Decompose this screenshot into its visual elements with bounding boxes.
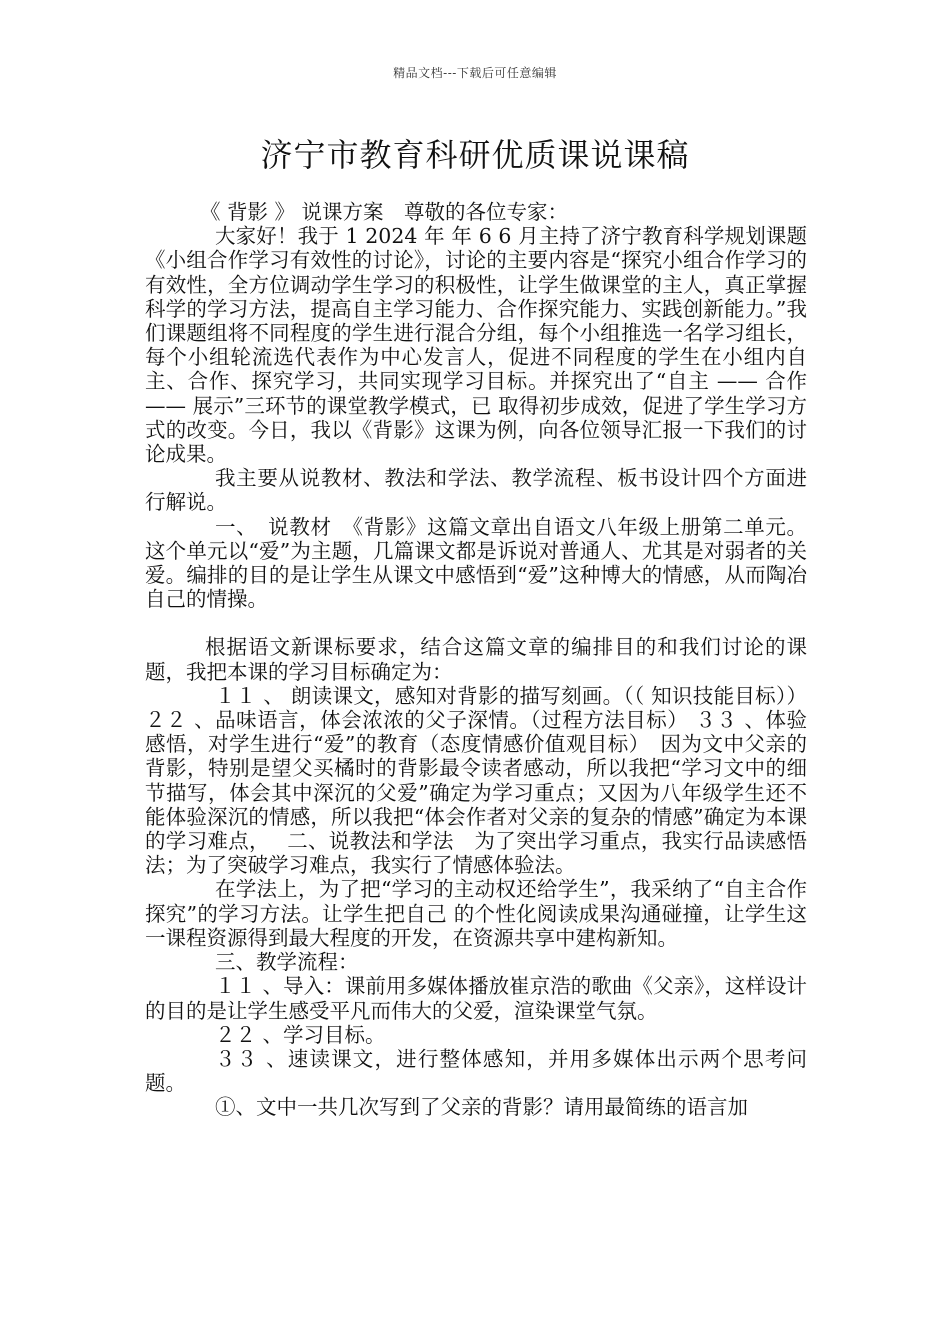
paragraph-question-1: ①、文中一共几次写到了父亲的背影？请用最简练的语言加 bbox=[215, 1095, 748, 1120]
paragraph-step-3: ３３ 、速读课文，进行整体感知，并用多媒体出示两个思考问题。 bbox=[145, 1046, 807, 1096]
section-heading-process: 三、教学流程： bbox=[215, 950, 359, 975]
document-title: 济宁市教育科研优质课说课稿 bbox=[260, 136, 690, 174]
paragraph-step-1: １１ 、导入：课前用多媒体播放崔京浩的歌曲《父亲》，这样设计的目的是让学生感受平凡而伟大的父爱，渲染课堂气氛。 bbox=[145, 974, 807, 1023]
paragraph-overview: 我主要从说教材、教法和学法、教学流程、板书设计四个方面进行解说。 bbox=[145, 466, 807, 515]
paragraph-greeting: 大家好！我于 1 2024 年 年 6 6 月主持了济宁教育科学规划课题《小组合作学习有效性的讨论》，讨论的主要内容是“探究小组合作学习的有效性，全方位调动学生学习的积极性，让学生做课堂的主人，真正掌握科学的学习方法，提高自主学习能力、合作探究能力、实践创新能力。”我们课题组将不同程度的学生进行混合分组，每个小组推选一名学习组长，每个小组轮流选代表作为中心发言人，促进不同程度的学生在小组内自主、合作、探究学习，共同实现学习目标。并探究出了“自主 —— 合作 —— 展示”三环节的课堂教学模式，已 取得初步成效，促进了学生学习方式的改变。今日，我以《背影》这课为例，向各位领导汇报一下我们的讨论成果。 bbox=[145, 224, 807, 467]
document-body bbox=[145, 200, 807, 1120]
paragraph-curriculum: 根据语文新课标要求，结合这篇文章的编排目的和我们讨论的课题，我把本课的学习目标确定为： bbox=[145, 635, 807, 684]
paragraph-textbook: 一、 说教材 《背影》这篇文章出自语文八年级上册第二单元。这个单元以“爱”为主题，几篇课文都是诉说对普通人、尤其是对弱者的关爱。编排的目的是让学生从课文中感悟到“爱”这种博大的情感，从而陶冶自己的情操。 bbox=[145, 514, 807, 612]
paragraph-intro-heading: 《 背影 》 说课方案 尊敬的各位专家： bbox=[200, 200, 569, 224]
header-note: 精品文档---下载后可任意编辑 bbox=[393, 66, 557, 80]
paragraph-objectives: １１ 、 朗读课文，感知对背影的描写刻画。（（ 知识技能目标）） ２２ 、品味语言，体会浓浓的父子深情。（过程方法目标） ３３ 、体验感悟，对学生进行“爱”的教育（态度情感价值观目标） 因为文中父亲的背影，特别是望父买橘时的背影最令读者感动，所以我把“学习文中的细节描写，体会其中深沉的父爱”确定为学习重点；又因为八年级学生还不能体验深沉的情感，所以我把“体会作者对父亲的复杂的情感”确定为本课的学习难点， 二、说教法和学法 为了突出学习重点，我实行品读感悟法；为了突破学习难点，我实行了情感体验法。 bbox=[145, 683, 807, 878]
paragraph-learning-method: 在学法上，为了把“学习的主动权还给学生”，我采纳了“自主合作探究”的学习方法。让学生把自己 的个性化阅读成果沟通碰撞，让学生这一课程资源得到最大程度的开发，在资源共享中建构新知。 bbox=[145, 877, 807, 950]
blank-line bbox=[145, 611, 807, 635]
paragraph-step-2: ２２ 、学习目标。 bbox=[215, 1022, 386, 1047]
